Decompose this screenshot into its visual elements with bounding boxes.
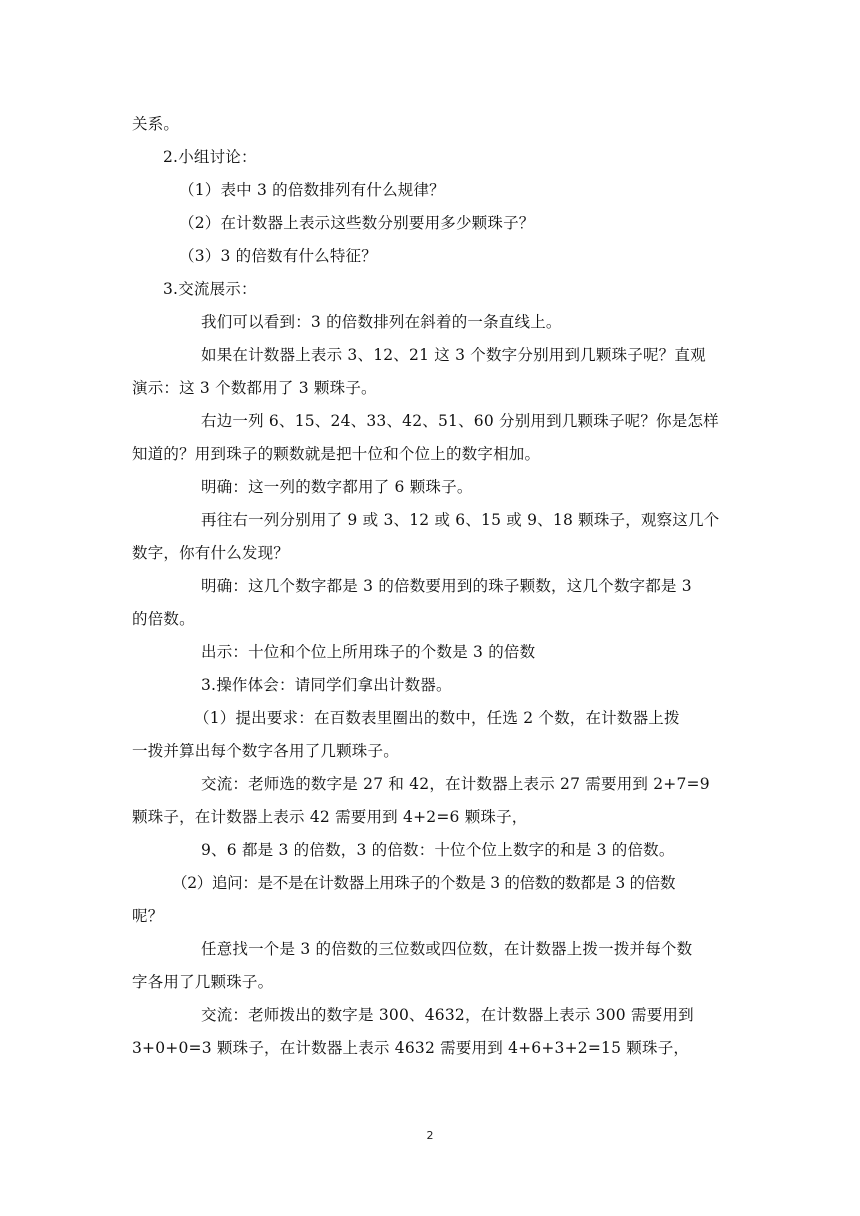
list-item: （2）在计数器上表示这些数分别要用多少颗珠子？ — [179, 214, 535, 232]
text-line: （1）提出要求：在百数表里圈出的数中，任选 2 个数，在计数器上拨 — [194, 709, 680, 727]
text-line: 呢？ — [132, 907, 164, 925]
document-body — [132, 108, 732, 1065]
text-line: 右边一列 6、15、24、33、42、51、60 分别用到几颗珠子呢？你是怎样 — [201, 412, 719, 430]
text-line: 出示：十位和个位上所用珠子的个数是 3 的倍数 — [201, 643, 536, 661]
section-heading: 3.操作体会：请同学们拿出计数器。 — [201, 676, 452, 694]
text-line: 3+0+0=3 颗珠子，在计数器上表示 4632 需要用到 4+6+3+2=15 颗珠子， — [132, 1039, 690, 1057]
text-line: 关系。 — [132, 115, 180, 133]
text-line: 任意找一个是 3 的倍数的三位数或四位数，在计数器上拨一拨并每个数 — [201, 940, 693, 958]
text-line: 演示：这 3 个数都用了 3 颗珠子。 — [132, 379, 377, 397]
text-line: 明确：这几个数字都是 3 的倍数要用到的珠子颗数，这几个数字都是 3 — [201, 577, 692, 595]
text-line: 交流：老师拨出的数字是 300、4632，在计数器上表示 300 需要用到 — [201, 1006, 694, 1024]
text-line: 一拨并算出每个数字各用了几颗珠子。 — [132, 742, 399, 760]
text-line: 的倍数。 — [132, 610, 195, 628]
text-line: 知道的？用到珠子的颗数就是把十位和个位上的数字相加。 — [132, 445, 541, 463]
text-line: （2）追问：是不是在计数器上用珠子的个数是 3 的倍数的数都是 3 的倍数 — [172, 874, 676, 892]
list-item: （1）表中 3 的倍数排列有什么规律？ — [179, 181, 445, 199]
text-line: 字各用了几颗珠子。 — [132, 973, 274, 991]
text-line: 9、6 都是 3 的倍数，3 的倍数：十位个位上数字的和是 3 的倍数。 — [201, 841, 675, 859]
text-line: 交流：老师选的数字是 27 和 42，在计数器上表示 27 需要用到 2+7=9 — [201, 775, 710, 793]
page-number: 2 — [426, 1129, 434, 1142]
text-line: 数字，你有什么发现？ — [132, 544, 290, 562]
text-line: 再往右一列分别用了 9 或 3、12 或 6、15 或 9、18 颗珠子，观察这几个 — [201, 511, 720, 529]
section-heading: 3.交流展示： — [163, 280, 257, 298]
text-line: 明确：这一列的数字都用了 6 颗珠子。 — [201, 478, 473, 496]
list-item: （3）3 的倍数有什么特征？ — [179, 247, 377, 265]
section-heading: 2.小组讨论： — [163, 148, 257, 166]
text-line: 我们可以看到：3 的倍数排列在斜着的一条直线上。 — [201, 313, 562, 331]
text-line: 颗珠子，在计数器上表示 42 需要用到 4+2=6 颗珠子， — [132, 808, 528, 826]
text-line: 如果在计数器上表示 3、12、21 这 3 个数字分别用到几颗珠子呢？直观 — [201, 346, 706, 364]
